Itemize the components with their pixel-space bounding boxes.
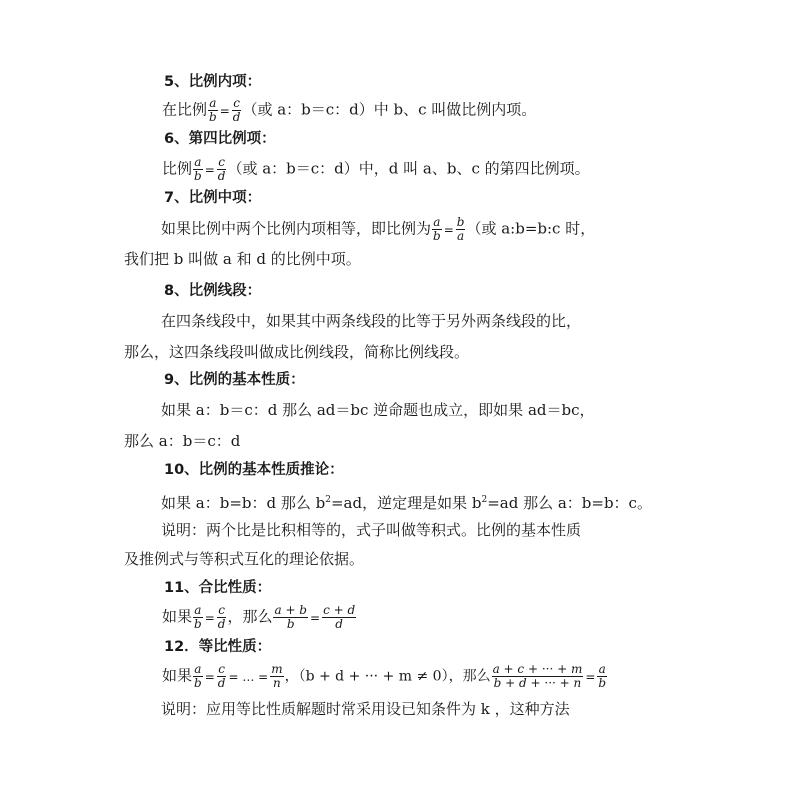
section-10-title: 10、比例的基本性质推论： [164,462,344,478]
fraction-c-d: $\frac{c}{d}$ [217,603,226,631]
s5-prefix: 在比例 [162,100,208,119]
fraction-b-a: $\frac{b}{a}$ [456,215,465,243]
fraction-a-plus-b: $\frac{a + b}{b}$ [274,603,307,631]
section-12-text: 如果 $\frac{a}{b}$ = $\frac{c}{d}$ = … = $\frac{m}{n}$ ，（b + d + ··· + m ≠ 0），那么 $\frac{a + c + \cdot\cdot\cdot + m}{b + d + \cdot\cdot\cdot + n}$ = $\frac{a}{b}$ [162,662,607,690]
fraction-c-plus-d: $\frac{c + d}{d}$ [323,603,356,631]
fraction-big-sum: $\frac{a + c + \cdot\cdot\cdot + m}{b + d + \cdot\cdot\cdot + n}$ [492,662,583,690]
section-9-line1: 如果 a：b＝c：d 那么 ad＝bc 逆命题也成立，即如果 ad＝bc， [161,401,595,419]
section-10-line3: 及推例式与等积式互化的理论依据。 [124,550,365,568]
section-6-text: 比例 $\frac{a}{b}$ = $\frac{c}{d}$ （或 a：b＝c：d）中，d 叫 a、b、c 的第四比例项。 [162,155,590,183]
section-8-line1: 在四条线段中，如果其中两条线段的比等于另外两条线段的比， [161,312,582,330]
fraction-a-b: $\frac{a}{b}$ [194,603,202,631]
s6-prefix: 比例 [162,159,193,178]
section-7-title: 7、比例中项： [164,190,262,206]
fraction-a-b-result: $\frac{a}{b}$ [598,662,607,690]
section-10-line1: 如果 a：b=b：d 那么 $b^2=ad$，逆定理是如果 $b^2=ad$ 那么 a：b=b：c。 [161,494,652,512]
section-8-title: 8、比例线段： [164,283,262,299]
fraction-a-b: $\frac{a}{b}$ [209,96,217,124]
section-9-title: 9、比例的基本性质： [164,372,305,388]
fraction-m-n: $\frac{m}{n}$ [271,662,283,690]
fraction-a-b: $\frac{a}{b}$ [194,155,202,183]
fraction-c-d: $\frac{c}{d}$ [217,155,226,183]
section-11-text: 如果 $\frac{a}{b}$ = $\frac{c}{d}$ ，那么 $\frac{a + b}{b}$ = $\frac{c + d}{d}$ [162,603,356,631]
section-5-text: 在比例 $\frac{a}{b}$ = $\frac{c}{d}$ （或 a：b＝c：d）中 b、c 叫做比例内项。 [162,96,537,124]
section-10-line2: 说明：两个比是比积相等的，式子叫做等积式。比例的基本性质 [161,521,582,539]
fraction-a-b: $\frac{a}{b}$ [433,215,441,243]
section-9-line2: 那么 a：b＝c：d [124,432,241,450]
section-7-text: 如果比例中两个比例内项相等，即比例为 $\frac{a}{b}$ = $\frac{b}{a}$ （或 a:b=b:c 时， [161,215,596,243]
section-5-title: 5、比例内项： [164,74,262,90]
section-8-line2: 那么，这四条线段叫做成比例线段，简称比例线段。 [124,343,470,361]
s7-suffix: （或 a:b=b:c 时， [466,219,596,238]
fraction-c-d: $\frac{c}{d}$ [217,662,226,690]
s6-suffix: （或 a：b＝c：d）中，d 叫 a、b、c 的第四比例项。 [227,159,590,178]
section-11-title: 11、合比性质： [164,580,272,596]
fraction-a-b: $\frac{a}{b}$ [194,662,202,690]
section-12-title: 12．等比性质： [164,639,272,655]
fraction-c-d: $\frac{c}{d}$ [232,96,241,124]
section-12-line2: 说明：应用等比性质解题时常采用设已知条件为 k ，这种方法 [161,700,570,718]
section-6-title: 6、第四比例项： [164,131,276,147]
section-7-line2: 我们把 b 叫做 a 和 d 的比例中项。 [124,250,361,268]
s5-suffix: （或 a：b＝c：d）中 b、c 叫做比例内项。 [242,100,537,119]
s7-prefix: 如果比例中两个比例内项相等，即比例为 [161,219,432,238]
